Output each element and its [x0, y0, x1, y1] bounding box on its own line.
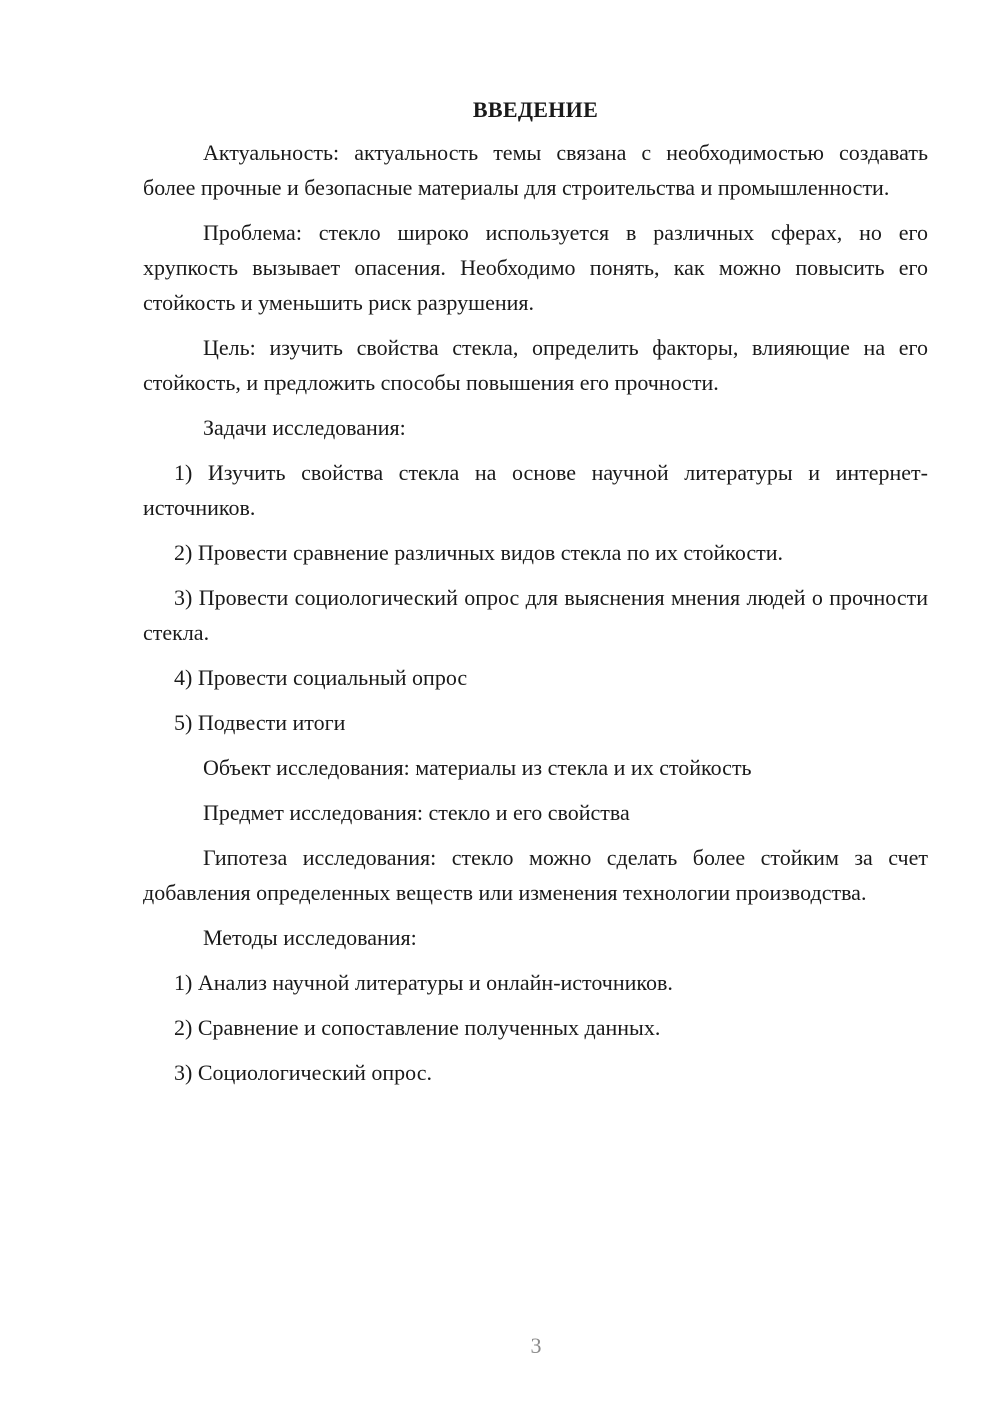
object-paragraph: Объект исследования: материалы из стекла и их стойкость — [203, 755, 752, 780]
problem-paragraph: Проблема: стекло широко используется в различных сферах, но его хрупкость вызывает опасения. Необходимо понять, как можно повысить его стойкость и уменьшить риск разрушения. — [143, 220, 928, 315]
goal-paragraph: Цель: изучить свойства стекла, определить факторы, влияющие на его стойкость, и предложить способы повышения его прочности. — [143, 335, 928, 395]
tasks-title: Задачи исследования: — [203, 415, 406, 440]
methods-title: Методы исследования: — [203, 925, 417, 950]
method-item-2: 2) Сравнение и сопоставление полученных данных. — [174, 1015, 661, 1040]
task-item-5: 5) Подвести итоги — [174, 710, 346, 735]
hypothesis-paragraph: Гипотеза исследования: стекло можно сделать более стойким за счет добавления определенных веществ или изменения технологии производства. — [143, 845, 928, 905]
relevance-paragraph: Актуальность: актуальность темы связана с необходимостью создавать более прочные и безопасные материалы для строительства и промышленности. — [143, 140, 928, 200]
method-item-1: 1) Анализ научной литературы и онлайн-источников. — [174, 970, 673, 995]
page-number: 3 — [530, 1333, 542, 1358]
task-item-3: 3) Провести социологический опрос для выяснения мнения людей о прочности стекла. — [143, 585, 928, 645]
subject-paragraph: Предмет исследования: стекло и его свойства — [203, 800, 630, 825]
task-item-2: 2) Провести сравнение различных видов стекла по их стойкости. — [174, 540, 784, 565]
document-body — [143, 95, 928, 1100]
method-item-3: 3) Социологический опрос. — [174, 1060, 432, 1085]
page-title: ВВЕДЕНИЕ — [472, 97, 599, 122]
task-item-4: 4) Провести социальный опрос — [174, 665, 468, 690]
task-item-1: 1) Изучить свойства стекла на основе научной литературы и интернет-источников. — [143, 460, 928, 520]
